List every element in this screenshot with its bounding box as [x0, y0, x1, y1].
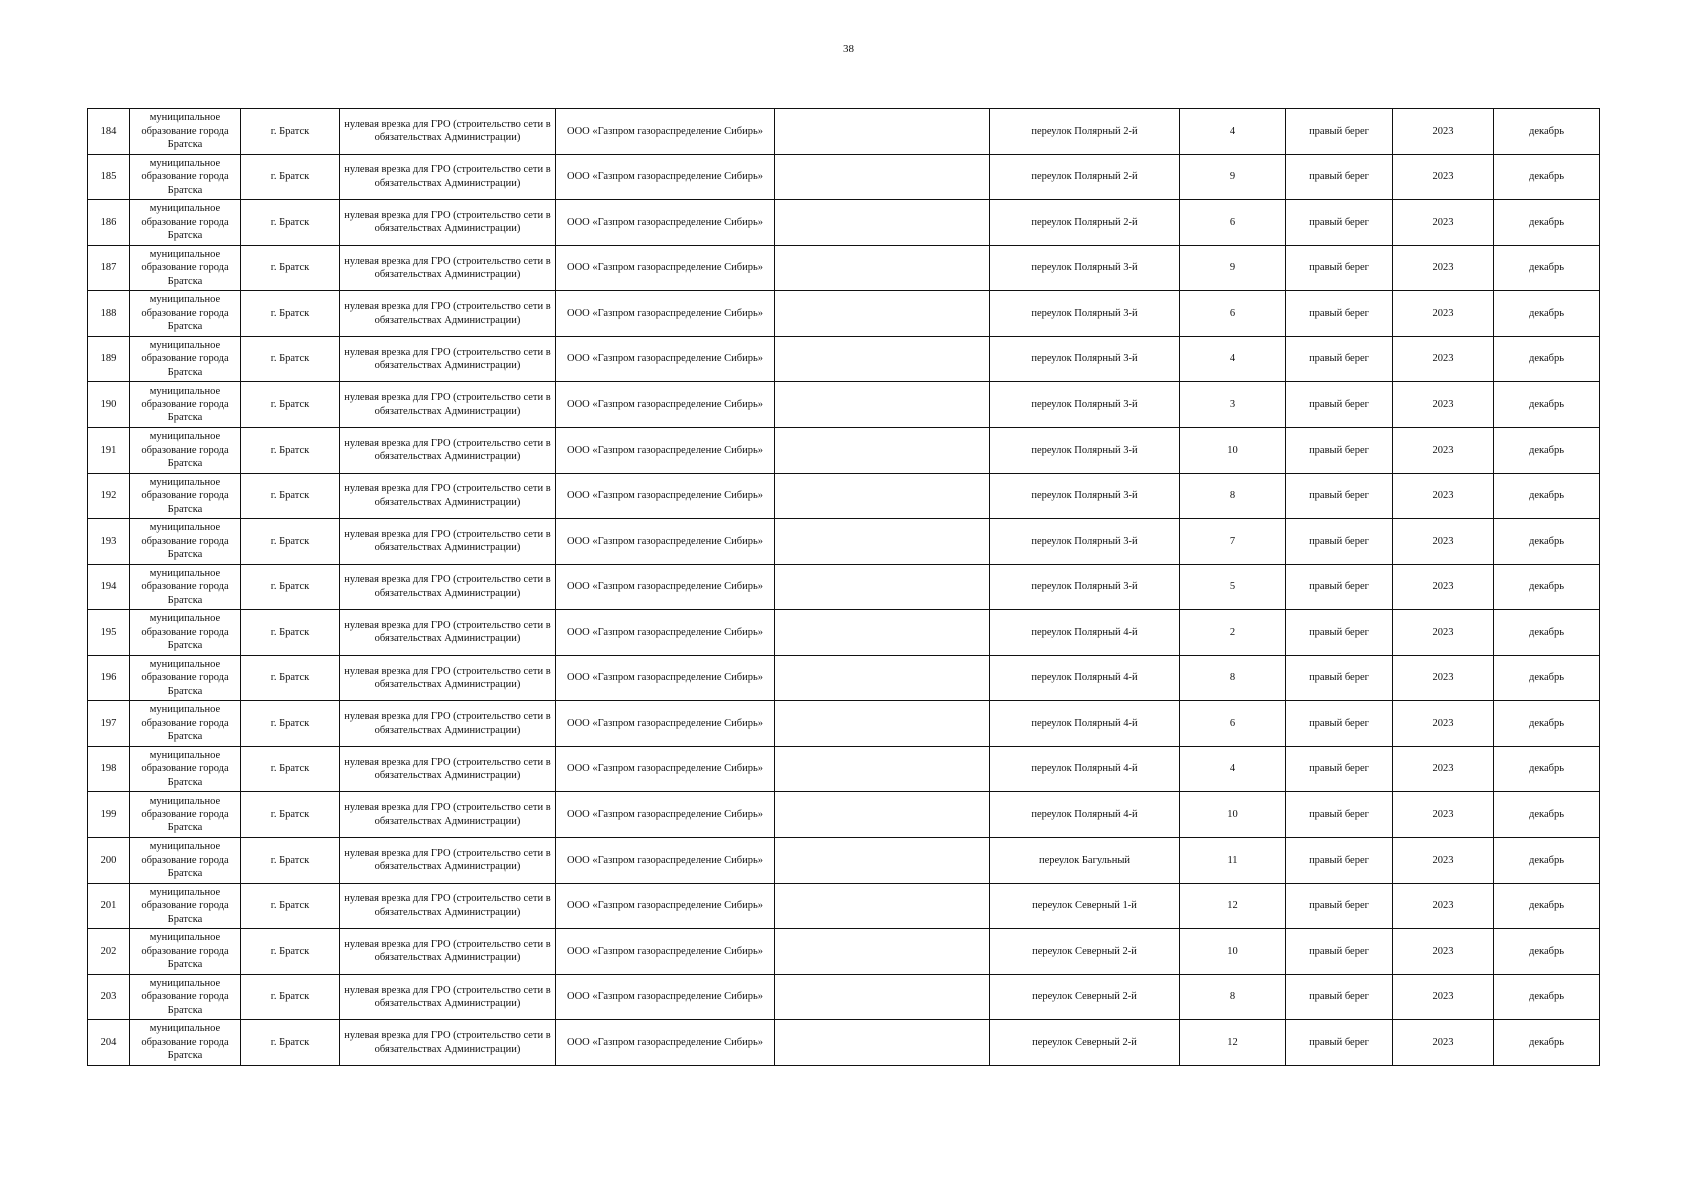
year-cell: 2023 — [1393, 109, 1494, 155]
house-number-cell: 9 — [1180, 154, 1286, 200]
row-number: 185 — [88, 154, 130, 200]
empty-cell — [775, 746, 990, 792]
registry-body — [88, 109, 1600, 1066]
month-cell: декабрь — [1494, 929, 1600, 975]
river-bank-cell: правый берег — [1286, 883, 1393, 929]
year-cell: 2023 — [1393, 610, 1494, 656]
year-cell: 2023 — [1393, 974, 1494, 1020]
row-number: 203 — [88, 974, 130, 1020]
organization-cell: ООО «Газпром газораспределение Сибирь» — [556, 564, 775, 610]
year-cell: 2023 — [1393, 564, 1494, 610]
row-number: 195 — [88, 610, 130, 656]
city-cell: г. Братск — [241, 1020, 340, 1066]
house-number-cell: 8 — [1180, 655, 1286, 701]
municipality-cell: муниципальное образование города Братска — [130, 655, 241, 701]
house-number-cell: 6 — [1180, 701, 1286, 747]
house-number-cell: 12 — [1180, 1020, 1286, 1066]
month-cell: декабрь — [1494, 473, 1600, 519]
work-type-cell: нулевая врезка для ГРО (строительство сети в обязательствах Администрации) — [340, 109, 556, 155]
month-cell: декабрь — [1494, 109, 1600, 155]
empty-cell — [775, 291, 990, 337]
empty-cell — [775, 929, 990, 975]
table-row — [88, 519, 1600, 565]
city-cell: г. Братск — [241, 838, 340, 884]
municipality-cell: муниципальное образование города Братска — [130, 291, 241, 337]
municipality-cell: муниципальное образование города Братска — [130, 974, 241, 1020]
river-bank-cell: правый берег — [1286, 701, 1393, 747]
street-cell: переулок Полярный 3-й — [990, 473, 1180, 519]
month-cell: декабрь — [1494, 746, 1600, 792]
city-cell: г. Братск — [241, 746, 340, 792]
house-number-cell: 8 — [1180, 974, 1286, 1020]
street-cell: переулок Полярный 2-й — [990, 200, 1180, 246]
month-cell: декабрь — [1494, 838, 1600, 884]
work-type-cell: нулевая врезка для ГРО (строительство сети в обязательствах Администрации) — [340, 929, 556, 975]
river-bank-cell: правый берег — [1286, 336, 1393, 382]
empty-cell — [775, 838, 990, 884]
row-number: 197 — [88, 701, 130, 747]
city-cell: г. Братск — [241, 382, 340, 428]
year-cell: 2023 — [1393, 746, 1494, 792]
work-type-cell: нулевая врезка для ГРО (строительство сети в обязательствах Администрации) — [340, 200, 556, 246]
empty-cell — [775, 974, 990, 1020]
year-cell: 2023 — [1393, 1020, 1494, 1066]
river-bank-cell: правый берег — [1286, 427, 1393, 473]
organization-cell: ООО «Газпром газораспределение Сибирь» — [556, 1020, 775, 1066]
work-type-cell: нулевая врезка для ГРО (строительство сети в обязательствах Администрации) — [340, 382, 556, 428]
year-cell: 2023 — [1393, 929, 1494, 975]
municipality-cell: муниципальное образование города Братска — [130, 427, 241, 473]
table-row — [88, 929, 1600, 975]
river-bank-cell: правый берег — [1286, 200, 1393, 246]
city-cell: г. Братск — [241, 564, 340, 610]
empty-cell — [775, 883, 990, 929]
organization-cell: ООО «Газпром газораспределение Сибирь» — [556, 838, 775, 884]
table-row — [88, 336, 1600, 382]
year-cell: 2023 — [1393, 336, 1494, 382]
organization-cell: ООО «Газпром газораспределение Сибирь» — [556, 883, 775, 929]
month-cell: декабрь — [1494, 154, 1600, 200]
table-row — [88, 154, 1600, 200]
empty-cell — [775, 655, 990, 701]
work-type-cell: нулевая врезка для ГРО (строительство сети в обязательствах Администрации) — [340, 564, 556, 610]
organization-cell: ООО «Газпром газораспределение Сибирь» — [556, 154, 775, 200]
table-row — [88, 746, 1600, 792]
page-number: 38 — [843, 43, 854, 55]
row-number: 202 — [88, 929, 130, 975]
work-type-cell: нулевая врезка для ГРО (строительство сети в обязательствах Администрации) — [340, 883, 556, 929]
organization-cell: ООО «Газпром газораспределение Сибирь» — [556, 655, 775, 701]
street-cell: переулок Северный 1-й — [990, 883, 1180, 929]
row-number: 204 — [88, 1020, 130, 1066]
month-cell: декабрь — [1494, 519, 1600, 565]
city-cell: г. Братск — [241, 473, 340, 519]
empty-cell — [775, 336, 990, 382]
street-cell: переулок Полярный 3-й — [990, 427, 1180, 473]
organization-cell: ООО «Газпром газораспределение Сибирь» — [556, 792, 775, 838]
municipality-cell: муниципальное образование города Братска — [130, 792, 241, 838]
municipality-cell: муниципальное образование города Братска — [130, 610, 241, 656]
month-cell: декабрь — [1494, 200, 1600, 246]
house-number-cell: 10 — [1180, 792, 1286, 838]
table-row — [88, 200, 1600, 246]
city-cell: г. Братск — [241, 154, 340, 200]
table-row — [88, 382, 1600, 428]
work-type-cell: нулевая врезка для ГРО (строительство сети в обязательствах Администрации) — [340, 838, 556, 884]
municipality-cell: муниципальное образование города Братска — [130, 200, 241, 246]
row-number: 184 — [88, 109, 130, 155]
street-cell: переулок Полярный 4-й — [990, 746, 1180, 792]
work-type-cell: нулевая врезка для ГРО (строительство сети в обязательствах Администрации) — [340, 974, 556, 1020]
month-cell: декабрь — [1494, 382, 1600, 428]
row-number: 196 — [88, 655, 130, 701]
year-cell: 2023 — [1393, 701, 1494, 747]
year-cell: 2023 — [1393, 655, 1494, 701]
city-cell: г. Братск — [241, 974, 340, 1020]
year-cell: 2023 — [1393, 838, 1494, 884]
empty-cell — [775, 1020, 990, 1066]
municipality-cell: муниципальное образование города Братска — [130, 382, 241, 428]
row-number: 193 — [88, 519, 130, 565]
table-row — [88, 1020, 1600, 1066]
city-cell: г. Братск — [241, 883, 340, 929]
month-cell: декабрь — [1494, 655, 1600, 701]
organization-cell: ООО «Газпром газораспределение Сибирь» — [556, 519, 775, 565]
municipality-cell: муниципальное образование города Братска — [130, 109, 241, 155]
work-type-cell: нулевая врезка для ГРО (строительство сети в обязательствах Администрации) — [340, 792, 556, 838]
river-bank-cell: правый берег — [1286, 1020, 1393, 1066]
house-number-cell: 10 — [1180, 929, 1286, 975]
municipality-cell: муниципальное образование города Братска — [130, 701, 241, 747]
river-bank-cell: правый берег — [1286, 655, 1393, 701]
city-cell: г. Братск — [241, 245, 340, 291]
street-cell: переулок Полярный 4-й — [990, 610, 1180, 656]
street-cell: переулок Полярный 3-й — [990, 382, 1180, 428]
month-cell: декабрь — [1494, 564, 1600, 610]
work-type-cell: нулевая врезка для ГРО (строительство сети в обязательствах Администрации) — [340, 427, 556, 473]
table-row — [88, 473, 1600, 519]
empty-cell — [775, 610, 990, 656]
month-cell: декабрь — [1494, 610, 1600, 656]
house-number-cell: 10 — [1180, 427, 1286, 473]
row-number: 194 — [88, 564, 130, 610]
city-cell: г. Братск — [241, 291, 340, 337]
street-cell: переулок Северный 2-й — [990, 974, 1180, 1020]
street-cell: переулок Полярный 4-й — [990, 792, 1180, 838]
work-type-cell: нулевая врезка для ГРО (строительство сети в обязательствах Администрации) — [340, 154, 556, 200]
street-cell: переулок Полярный 2-й — [990, 109, 1180, 155]
river-bank-cell: правый берег — [1286, 929, 1393, 975]
organization-cell: ООО «Газпром газораспределение Сибирь» — [556, 245, 775, 291]
street-cell: переулок Полярный 4-й — [990, 701, 1180, 747]
month-cell: декабрь — [1494, 701, 1600, 747]
river-bank-cell: правый берег — [1286, 792, 1393, 838]
city-cell: г. Братск — [241, 701, 340, 747]
organization-cell: ООО «Газпром газораспределение Сибирь» — [556, 610, 775, 656]
house-number-cell: 4 — [1180, 336, 1286, 382]
river-bank-cell: правый берег — [1286, 974, 1393, 1020]
work-type-cell: нулевая врезка для ГРО (строительство сети в обязательствах Администрации) — [340, 701, 556, 747]
river-bank-cell: правый берег — [1286, 838, 1393, 884]
month-cell: декабрь — [1494, 974, 1600, 1020]
street-cell: переулок Северный 2-й — [990, 1020, 1180, 1066]
work-type-cell: нулевая врезка для ГРО (строительство сети в обязательствах Администрации) — [340, 473, 556, 519]
work-type-cell: нулевая врезка для ГРО (строительство сети в обязательствах Администрации) — [340, 336, 556, 382]
municipality-cell: муниципальное образование города Братска — [130, 838, 241, 884]
house-number-cell: 7 — [1180, 519, 1286, 565]
river-bank-cell: правый берег — [1286, 154, 1393, 200]
table-row — [88, 883, 1600, 929]
organization-cell: ООО «Газпром газораспределение Сибирь» — [556, 701, 775, 747]
city-cell: г. Братск — [241, 610, 340, 656]
organization-cell: ООО «Газпром газораспределение Сибирь» — [556, 291, 775, 337]
year-cell: 2023 — [1393, 427, 1494, 473]
organization-cell: ООО «Газпром газораспределение Сибирь» — [556, 974, 775, 1020]
empty-cell — [775, 519, 990, 565]
empty-cell — [775, 427, 990, 473]
house-number-cell: 4 — [1180, 109, 1286, 155]
work-type-cell: нулевая врезка для ГРО (строительство сети в обязательствах Администрации) — [340, 746, 556, 792]
river-bank-cell: правый берег — [1286, 291, 1393, 337]
work-type-cell: нулевая врезка для ГРО (строительство сети в обязательствах Администрации) — [340, 291, 556, 337]
empty-cell — [775, 382, 990, 428]
house-number-cell: 6 — [1180, 291, 1286, 337]
year-cell: 2023 — [1393, 382, 1494, 428]
empty-cell — [775, 564, 990, 610]
table-row — [88, 245, 1600, 291]
street-cell: переулок Полярный 3-й — [990, 564, 1180, 610]
municipality-cell: муниципальное образование города Братска — [130, 564, 241, 610]
city-cell: г. Братск — [241, 427, 340, 473]
city-cell: г. Братск — [241, 655, 340, 701]
month-cell: декабрь — [1494, 336, 1600, 382]
registry-table — [87, 108, 1600, 1066]
empty-cell — [775, 154, 990, 200]
work-type-cell: нулевая врезка для ГРО (строительство сети в обязательствах Администрации) — [340, 245, 556, 291]
table-row — [88, 564, 1600, 610]
month-cell: декабрь — [1494, 291, 1600, 337]
row-number: 192 — [88, 473, 130, 519]
house-number-cell: 4 — [1180, 746, 1286, 792]
organization-cell: ООО «Газпром газораспределение Сибирь» — [556, 336, 775, 382]
street-cell: переулок Полярный 3-й — [990, 245, 1180, 291]
house-number-cell: 3 — [1180, 382, 1286, 428]
city-cell: г. Братск — [241, 519, 340, 565]
row-number: 191 — [88, 427, 130, 473]
work-type-cell: нулевая врезка для ГРО (строительство сети в обязательствах Администрации) — [340, 655, 556, 701]
organization-cell: ООО «Газпром газораспределение Сибирь» — [556, 929, 775, 975]
river-bank-cell: правый берег — [1286, 473, 1393, 519]
organization-cell: ООО «Газпром газораспределение Сибирь» — [556, 109, 775, 155]
empty-cell — [775, 792, 990, 838]
house-number-cell: 5 — [1180, 564, 1286, 610]
work-type-cell: нулевая врезка для ГРО (строительство сети в обязательствах Администрации) — [340, 519, 556, 565]
year-cell: 2023 — [1393, 883, 1494, 929]
house-number-cell: 8 — [1180, 473, 1286, 519]
table-row — [88, 610, 1600, 656]
street-cell: переулок Полярный 3-й — [990, 336, 1180, 382]
municipality-cell: муниципальное образование города Братска — [130, 1020, 241, 1066]
empty-cell — [775, 200, 990, 246]
table-row — [88, 974, 1600, 1020]
street-cell: переулок Багульный — [990, 838, 1180, 884]
city-cell: г. Братск — [241, 792, 340, 838]
municipality-cell: муниципальное образование города Братска — [130, 746, 241, 792]
river-bank-cell: правый берег — [1286, 564, 1393, 610]
organization-cell: ООО «Газпром газораспределение Сибирь» — [556, 427, 775, 473]
city-cell: г. Братск — [241, 200, 340, 246]
year-cell: 2023 — [1393, 245, 1494, 291]
municipality-cell: муниципальное образование города Братска — [130, 245, 241, 291]
river-bank-cell: правый берег — [1286, 519, 1393, 565]
row-number: 186 — [88, 200, 130, 246]
river-bank-cell: правый берег — [1286, 746, 1393, 792]
empty-cell — [775, 109, 990, 155]
house-number-cell: 11 — [1180, 838, 1286, 884]
row-number: 190 — [88, 382, 130, 428]
month-cell: декабрь — [1494, 1020, 1600, 1066]
municipality-cell: муниципальное образование города Братска — [130, 473, 241, 519]
city-cell: г. Братск — [241, 336, 340, 382]
table-row — [88, 655, 1600, 701]
river-bank-cell: правый берег — [1286, 245, 1393, 291]
year-cell: 2023 — [1393, 200, 1494, 246]
month-cell: декабрь — [1494, 883, 1600, 929]
street-cell: переулок Полярный 2-й — [990, 154, 1180, 200]
street-cell: переулок Полярный 4-й — [990, 655, 1180, 701]
municipality-cell: муниципальное образование города Братска — [130, 883, 241, 929]
organization-cell: ООО «Газпром газораспределение Сибирь» — [556, 746, 775, 792]
row-number: 201 — [88, 883, 130, 929]
month-cell: декабрь — [1494, 792, 1600, 838]
year-cell: 2023 — [1393, 792, 1494, 838]
year-cell: 2023 — [1393, 473, 1494, 519]
row-number: 198 — [88, 746, 130, 792]
table-row — [88, 701, 1600, 747]
month-cell: декабрь — [1494, 245, 1600, 291]
table-row — [88, 291, 1600, 337]
table-row — [88, 792, 1600, 838]
municipality-cell: муниципальное образование города Братска — [130, 929, 241, 975]
river-bank-cell: правый берег — [1286, 382, 1393, 428]
month-cell: декабрь — [1494, 427, 1600, 473]
table-row — [88, 427, 1600, 473]
city-cell: г. Братск — [241, 929, 340, 975]
empty-cell — [775, 473, 990, 519]
organization-cell: ООО «Газпром газораспределение Сибирь» — [556, 473, 775, 519]
municipality-cell: муниципальное образование города Братска — [130, 154, 241, 200]
city-cell: г. Братск — [241, 109, 340, 155]
organization-cell: ООО «Газпром газораспределение Сибирь» — [556, 200, 775, 246]
empty-cell — [775, 245, 990, 291]
work-type-cell: нулевая врезка для ГРО (строительство сети в обязательствах Администрации) — [340, 610, 556, 656]
year-cell: 2023 — [1393, 519, 1494, 565]
river-bank-cell: правый берег — [1286, 610, 1393, 656]
row-number: 199 — [88, 792, 130, 838]
year-cell: 2023 — [1393, 154, 1494, 200]
table-row — [88, 109, 1600, 155]
house-number-cell: 12 — [1180, 883, 1286, 929]
house-number-cell: 2 — [1180, 610, 1286, 656]
street-cell: переулок Северный 2-й — [990, 929, 1180, 975]
row-number: 187 — [88, 245, 130, 291]
row-number: 200 — [88, 838, 130, 884]
organization-cell: ООО «Газпром газораспределение Сибирь» — [556, 382, 775, 428]
house-number-cell: 9 — [1180, 245, 1286, 291]
municipality-cell: муниципальное образование города Братска — [130, 336, 241, 382]
street-cell: переулок Полярный 3-й — [990, 519, 1180, 565]
year-cell: 2023 — [1393, 291, 1494, 337]
table-row — [88, 838, 1600, 884]
municipality-cell: муниципальное образование города Братска — [130, 519, 241, 565]
row-number: 188 — [88, 291, 130, 337]
house-number-cell: 6 — [1180, 200, 1286, 246]
street-cell: переулок Полярный 3-й — [990, 291, 1180, 337]
row-number: 189 — [88, 336, 130, 382]
empty-cell — [775, 701, 990, 747]
river-bank-cell: правый берег — [1286, 109, 1393, 155]
work-type-cell: нулевая врезка для ГРО (строительство сети в обязательствах Администрации) — [340, 1020, 556, 1066]
